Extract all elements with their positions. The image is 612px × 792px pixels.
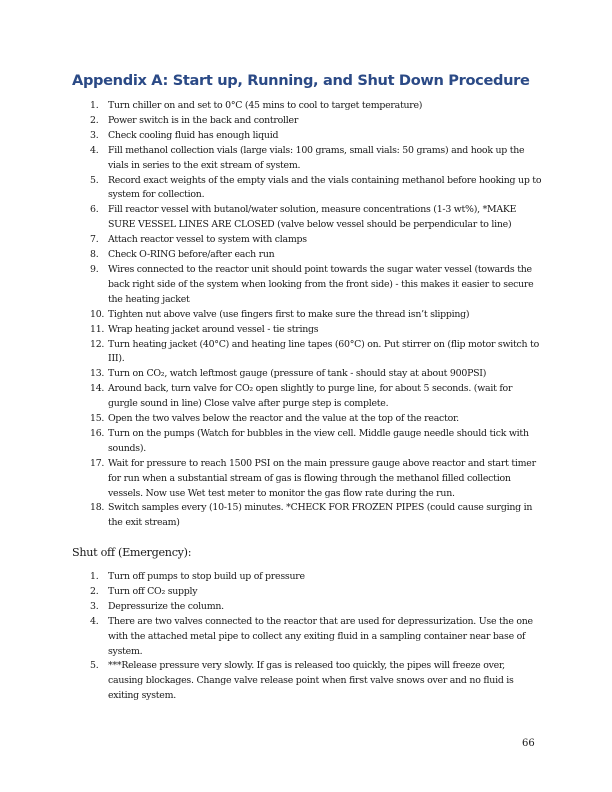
list-item: 2. Turn off CO₂ supply [90,585,198,597]
list-item: 13. Turn on CO₂, watch leftmost gauge (pressure of tank - should stay at about 900PSI) [90,368,487,380]
page-number: 66 [522,738,535,749]
shutoff-procedure-list [90,570,542,704]
list-item: 6. Fill reactor vessel with butanol/water solution, measure concentrations (1-3 wt%), *MAKE SURE VESSEL LINES ARE CLOSED (valve below vessel should be perpendicular to line) [90,204,517,231]
list-item: 2. Power switch is in the back and controller [90,114,299,126]
list-item: 10. Tighten nut above valve (use fingers first to make sure the thread isn’t slipping) [90,308,470,320]
list-item: 8. Check O-RING before/after each run [90,249,275,261]
list-item: 1. Turn off pumps to stop build up of pressure [90,571,305,582]
list-item: 16. Turn on the pumps (Watch for bubbles in the view cell. Middle gauge needle should tick with sounds). [90,427,529,454]
list-item: 14. Around back, turn valve for CO₂ open slightly to purge line, for about 5 seconds. (wait for gurgle sound in line) Close valve after purge step is complete. [90,383,513,410]
startup-procedure-list [90,99,542,531]
list-item: 5. ***Release pressure very slowly. If gas is released too quickly, the pipes will freeze over, causing blockages. Change valve release point when first valve snows over and no fluid is exiting system. [90,660,514,702]
list-item: 17. Wait for pressure to reach 1500 PSI on the main pressure gauge above reactor and start timer for run when a substantial stream of gas is flowing through the methanol filled collection vessels. Now use Wet test meter to monitor the gas flow rate during the run. [90,457,536,499]
list-item: 4. Fill methanol collection vials (large vials: 100 grams, small vials: 50 grams) and hook up the vials in series to the exit stream of system. [90,144,525,171]
list-item: 3. Check cooling fluid has enough liquid [90,129,279,141]
list-item: 12. Turn heating jacket (40°C) and heating line tapes (60°C) on. Put stirrer on (flip motor switch to III). [90,338,539,365]
list-item: 7. Attach reactor vessel to system with clamps [90,234,307,246]
list-item: 5. Record exact weights of the empty vials and the vials containing methanol before hooking up to system for collection. [90,174,542,201]
list-item: 18. Switch samples every (10-15) minutes. *CHECK FOR FROZEN PIPES (could cause surging in the exit stream) [90,502,533,529]
list-item: 3. Depressurize the column. [90,600,224,612]
shutoff-heading: Shut off (Emergency): [72,546,192,559]
list-item: 1. Turn chiller on and set to 0°C (45 mins to cool to target temperature) [90,100,423,111]
list-item: 15. Open the two valves below the reactor and the value at the top of the reactor. [90,413,459,425]
list-item: 4. There are two valves connected to the reactor that are used for depressurization. Use the one with the attached metal pipe to collect any exiting fluid in a sampling container near base of system. [90,615,533,657]
list-item: 11. Wrap heating jacket around vessel - tie strings [90,323,319,335]
list-item: 9. Wires connected to the reactor unit should point towards the sugar water vessel (towards the back right side of the system when looking from the front side) - this makes it easier to secure the heating jacket [90,263,534,305]
appendix-title: Appendix A: Start up, Running, and Shut Down Procedure [72,72,530,89]
